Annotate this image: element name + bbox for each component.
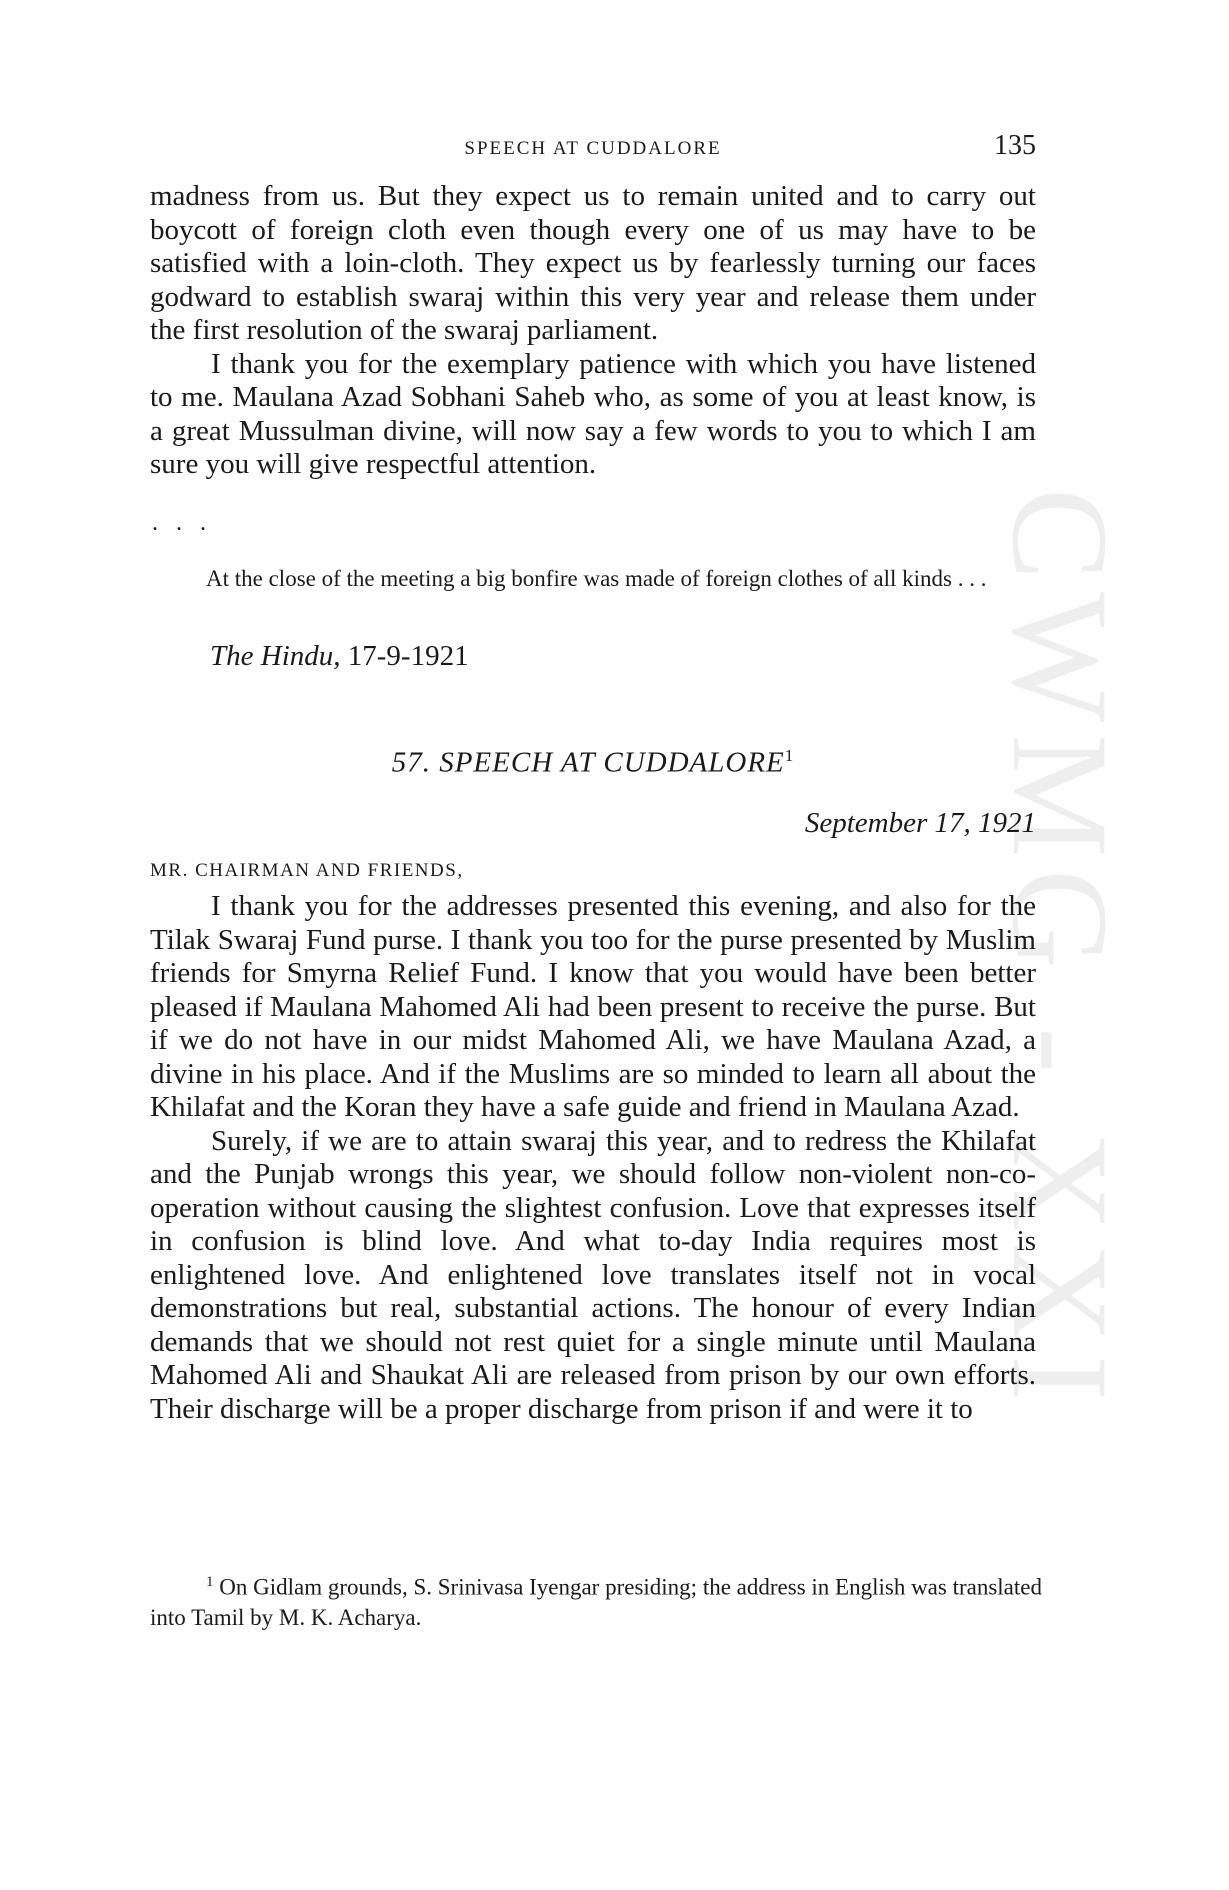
title-footnote-marker[interactable]: 1 (784, 746, 795, 765)
speech-body (150, 890, 1036, 1426)
salutation: MR. CHAIRMAN AND FRIENDS, (150, 860, 464, 881)
document-date: September 17, 1921 (804, 807, 1036, 839)
footnote-text: On Gidlam grounds, S. Srinivasa Iyengar presiding; the address in English was translated into Tamil by M. K. Acharya. (150, 1574, 1042, 1630)
report-note (150, 563, 1036, 595)
continued-paragraph-1: madness from us. But they expect us to remain united and to carry out boycott of foreign cloth even though every one of us may have to be satisfied with a loin-cloth. They expect us by fearlessly turning our faces godward to establish swaraj within this very year and release them under the first resolution of the swaraj parliament. (150, 180, 1036, 346)
ellipsis: . . . (152, 510, 212, 536)
speech-paragraph-2: Surely, if we are to attain swaraj this year, and to redress the Khilafat and the Punjab wrongs this year, we should follow non-violent non-co-operation without causing the slightest confusion. Love that expresses itself in confusion is blind love. And what to-day India requires most is enlightened love. And enlightened love translates itself not in vocal demonstrations but real, substantial actions. The honour of every Indian demands that we should not rest quiet for a single minute until Maulana Mahomed Ali and Shaukat Ali are released from prison by our own efforts. Their discharge will be a proper discharge from prison if and were it to (150, 1124, 1036, 1425)
report-note-text: At the close of the meeting a big bonfire was made of foreign clothes of all kinds . . . (206, 566, 987, 591)
watermark-text: CWMG - XXI (983, 487, 1137, 1413)
footnote-marker: 1 (206, 1574, 214, 1590)
continued-text (150, 180, 1036, 482)
source-publication: The Hindu, (210, 640, 341, 672)
document-title (150, 746, 1036, 780)
running-head: SPEECH AT CUDDALORE (464, 138, 722, 159)
speech-paragraph-1: I thank you for the addresses presented this evening, and also for the Tilak Swaraj Fund purse. I thank you too for the purse presented by Muslim friends for Smyrna Relief Fund. I know that you would have been better pleased if Maulana Mahomed Ali had been present to receive the purse. But if we do not have in our midst Mahomed Ali, we have Maulana Azad, a divine in his place. And if the Muslims are so minded to learn all about the Khilafat and the Koran they have a safe guide and friend in Maulana Azad. (150, 890, 1036, 1123)
document-title-text: 57. SPEECH AT CUDDALORE (391, 746, 785, 779)
page-header (150, 130, 1036, 166)
source-date: 17-9-1921 (347, 640, 469, 672)
footnote (150, 1567, 1042, 1633)
continued-paragraph-2: I thank you for the exemplary patience with which you have listened to me. Maulana Azad Sobhani Saheb who, as some of you at least know, is a great Mussulman divine, will now say a few words to you to which I am sure you will give respectful attention. (150, 347, 1036, 480)
page-number: 135 (994, 130, 1036, 161)
source-citation (210, 640, 469, 673)
